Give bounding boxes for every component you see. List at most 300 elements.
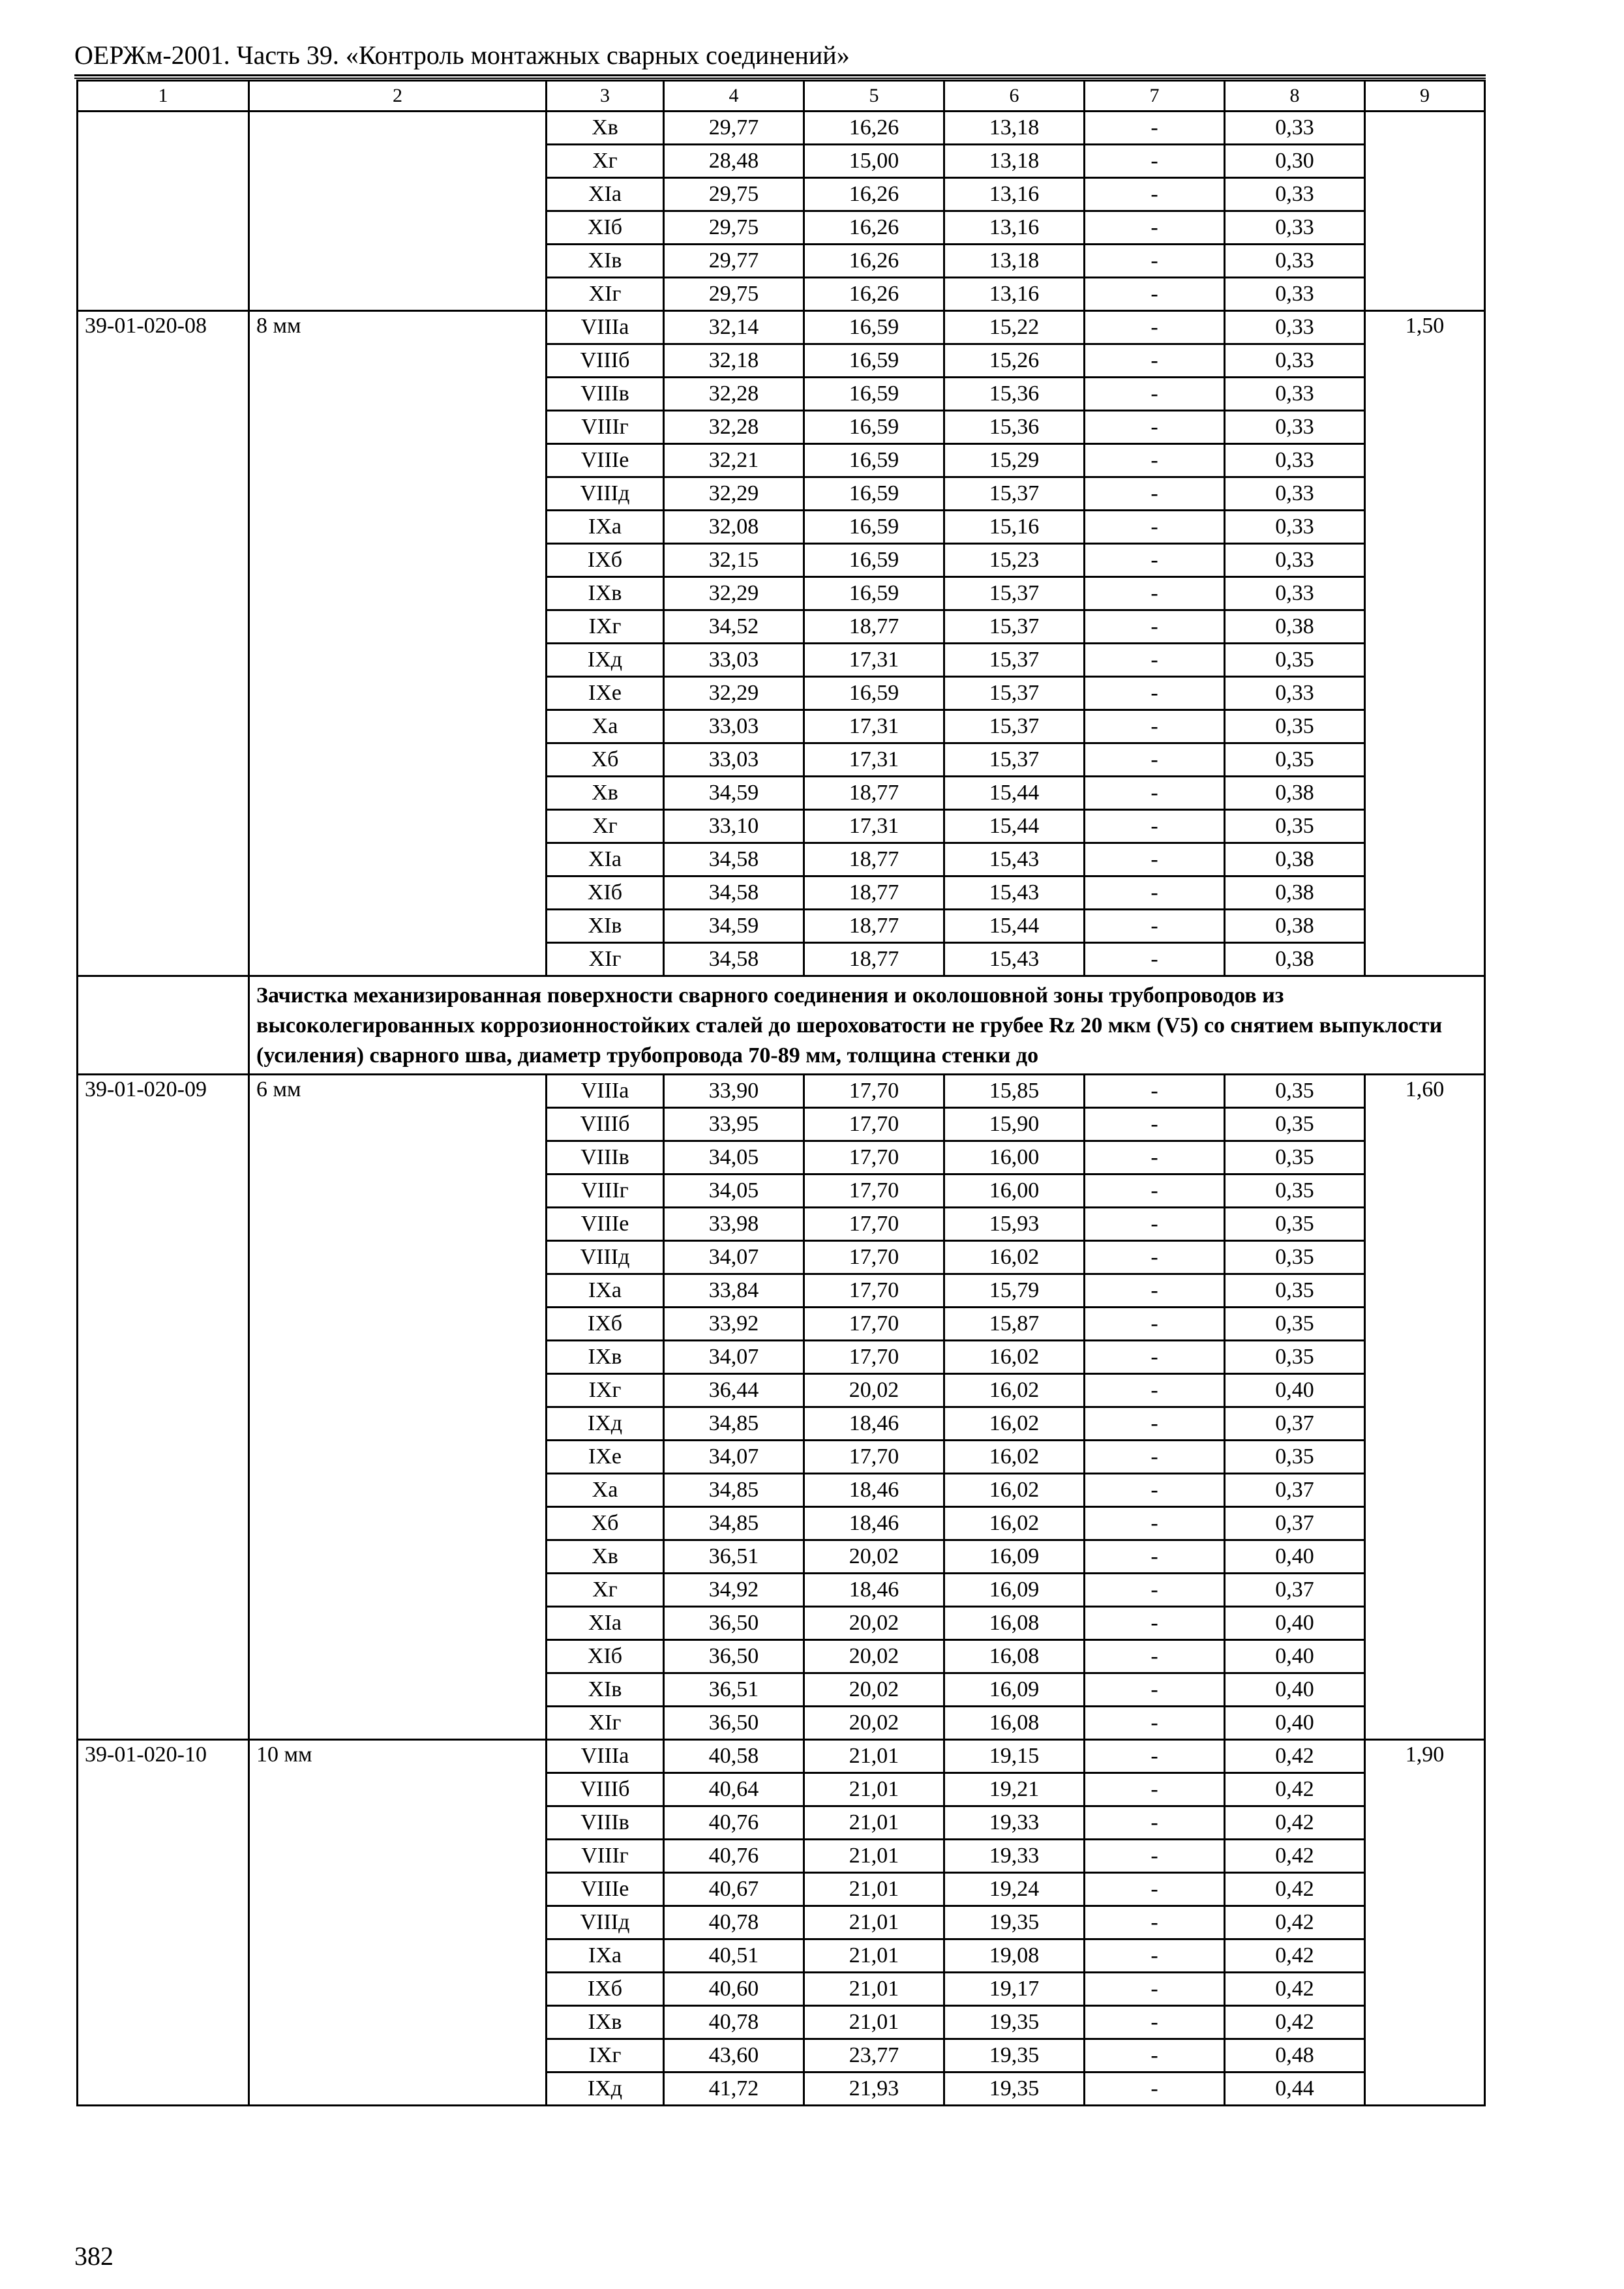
category-cell: Хв [547, 1540, 664, 1574]
total-cost-cell: 36,50 [664, 1607, 804, 1640]
labor-cell: 0,33 [1225, 544, 1365, 577]
materials-cell: - [1085, 677, 1225, 710]
labor-cell: 0,35 [1225, 1174, 1365, 1208]
wages-cell: 16,26 [804, 178, 944, 211]
category-cell: ХIг [547, 943, 664, 976]
machines-cell: 15,44 [944, 910, 1085, 943]
category-cell: VIIIб [547, 344, 664, 378]
total-cost-cell: 34,52 [664, 610, 804, 644]
materials-cell: - [1085, 1707, 1225, 1740]
labor-cell: 0,40 [1225, 1640, 1365, 1673]
column-number: 6 [944, 81, 1085, 112]
labor-cell: 0,40 [1225, 1540, 1365, 1574]
materials-cell: - [1085, 178, 1225, 211]
labor-cell: 0,33 [1225, 112, 1365, 145]
machines-cell: 15,79 [944, 1274, 1085, 1308]
total-cost-cell: 40,76 [664, 1806, 804, 1840]
wall-thickness-cell: 10 мм [249, 1740, 547, 2106]
total-cost-cell: 29,75 [664, 211, 804, 245]
total-cost-cell: 34,92 [664, 1574, 804, 1607]
materials-cell: - [1085, 1075, 1225, 1108]
labor-cell: 0,40 [1225, 1673, 1365, 1707]
wages-cell: 18,77 [804, 843, 944, 876]
column-number: 5 [804, 81, 944, 112]
wages-cell: 17,70 [804, 1141, 944, 1174]
category-cell: ХIа [547, 843, 664, 876]
category-cell: IХе [547, 1441, 664, 1474]
total-cost-cell: 34,07 [664, 1341, 804, 1374]
machines-cell: 16,08 [944, 1707, 1085, 1740]
category-cell: IХе [547, 677, 664, 710]
wages-cell: 21,01 [804, 1840, 944, 1873]
category-cell: IХв [547, 1341, 664, 1374]
machines-cell: 16,09 [944, 1673, 1085, 1707]
labor-cell: 0,37 [1225, 1474, 1365, 1507]
machines-cell: 15,23 [944, 544, 1085, 577]
total-cost-cell: 36,51 [664, 1673, 804, 1707]
category-cell: VIIIа [547, 1075, 664, 1108]
machines-cell: 15,87 [944, 1308, 1085, 1341]
total-cost-cell: 32,15 [664, 544, 804, 577]
wages-cell: 16,26 [804, 278, 944, 311]
machines-cell: 19,15 [944, 1740, 1085, 1773]
wages-cell: 17,70 [804, 1241, 944, 1274]
materials-cell: - [1085, 2039, 1225, 2072]
materials-cell: - [1085, 710, 1225, 743]
category-cell: IХв [547, 2006, 664, 2039]
machines-cell: 15,43 [944, 876, 1085, 910]
machines-cell: 15,29 [944, 444, 1085, 477]
category-cell: VIIIд [547, 477, 664, 511]
materials-cell: - [1085, 378, 1225, 411]
labor-cell: 0,40 [1225, 1607, 1365, 1640]
total-cost-cell: 32,29 [664, 677, 804, 710]
wages-cell: 21,01 [804, 1773, 944, 1806]
wages-cell: 16,59 [804, 444, 944, 477]
machines-cell: 13,16 [944, 211, 1085, 245]
category-cell: ХIб [547, 876, 664, 910]
machines-cell: 16,02 [944, 1407, 1085, 1441]
total-cost-cell: 34,85 [664, 1474, 804, 1507]
total-cost-cell: 33,84 [664, 1274, 804, 1308]
materials-cell: - [1085, 1806, 1225, 1840]
category-cell: VIIIг [547, 1840, 664, 1873]
wages-cell: 20,02 [804, 1673, 944, 1707]
total-cost-cell: 34,05 [664, 1141, 804, 1174]
wages-cell: 16,26 [804, 112, 944, 145]
total-cost-cell: 34,85 [664, 1407, 804, 1441]
materials-cell: - [1085, 1973, 1225, 2006]
materials-cell: - [1085, 810, 1225, 843]
category-cell: Хв [547, 112, 664, 145]
wall-thickness-cell: 8 мм [249, 311, 547, 976]
wages-cell: 15,00 [804, 145, 944, 178]
total-cost-cell: 32,28 [664, 411, 804, 444]
total-cost-cell: 33,03 [664, 644, 804, 677]
category-cell: IХб [547, 1973, 664, 2006]
labor-cell: 0,42 [1225, 1873, 1365, 1906]
labor-cell: 0,33 [1225, 378, 1365, 411]
total-cost-cell: 36,50 [664, 1707, 804, 1740]
labor-cell: 0,40 [1225, 1374, 1365, 1407]
labor-cell: 0,33 [1225, 411, 1365, 444]
machines-cell: 15,36 [944, 411, 1085, 444]
machines-cell: 16,09 [944, 1540, 1085, 1574]
category-cell: Хв [547, 777, 664, 810]
labor-cell: 0,42 [1225, 1806, 1365, 1840]
machines-cell: 15,37 [944, 610, 1085, 644]
category-cell: IХа [547, 511, 664, 544]
labor-cell: 0,40 [1225, 1707, 1365, 1740]
total-cost-cell: 29,75 [664, 278, 804, 311]
wages-cell: 20,02 [804, 1607, 944, 1640]
category-cell: VIIIд [547, 1241, 664, 1274]
machines-cell: 19,35 [944, 1906, 1085, 1939]
wages-cell: 20,02 [804, 1540, 944, 1574]
materials-cell: - [1085, 1740, 1225, 1773]
machines-cell: 15,44 [944, 777, 1085, 810]
category-cell: VIIIа [547, 1740, 664, 1773]
materials-cell: - [1085, 2006, 1225, 2039]
materials-cell: - [1085, 1308, 1225, 1341]
total-cost-cell: 34,05 [664, 1174, 804, 1208]
wages-cell: 18,77 [804, 943, 944, 976]
category-cell: VIIIд [547, 1906, 664, 1939]
wages-cell: 17,70 [804, 1341, 944, 1374]
table-row [78, 1075, 1485, 1108]
wages-cell: 16,59 [804, 544, 944, 577]
labor-cell: 0,38 [1225, 943, 1365, 976]
machines-cell: 16,02 [944, 1474, 1085, 1507]
wages-cell: 16,59 [804, 511, 944, 544]
materials-cell: - [1085, 876, 1225, 910]
labor-cell: 0,35 [1225, 1441, 1365, 1474]
wages-cell: 17,70 [804, 1108, 944, 1141]
rates-table [76, 80, 1486, 2106]
section-heading: Зачистка механизированная поверхности сварного соединения и околошовной зоны трубопроводов из высоколегированных коррозионностойких сталей до шероховатости не грубее Rz 20 мкм (V5) со снятием выпуклости (усиления) сварного шва, диаметр трубопровода 70-89 мм, толщина стенки до [249, 976, 1485, 1075]
labor-cell: 0,37 [1225, 1507, 1365, 1540]
machines-cell: 19,08 [944, 1939, 1085, 1973]
total-cost-cell: 32,29 [664, 577, 804, 610]
total-cost-cell: 36,50 [664, 1640, 804, 1673]
total-cost-cell: 32,28 [664, 378, 804, 411]
category-cell: VIIIе [547, 1208, 664, 1241]
wages-cell: 17,31 [804, 743, 944, 777]
rate-code-cell: 39-01-020-09 [78, 1075, 249, 1740]
category-cell: ХIб [547, 211, 664, 245]
category-cell: ХIа [547, 1607, 664, 1640]
category-cell: VIIIе [547, 444, 664, 477]
materials-cell: - [1085, 1939, 1225, 1973]
labor-cell: 0,33 [1225, 511, 1365, 544]
col9-value-cell: 1,60 [1365, 1075, 1485, 1740]
materials-cell: - [1085, 477, 1225, 511]
machines-cell: 15,37 [944, 644, 1085, 677]
total-cost-cell: 40,51 [664, 1939, 804, 1973]
labor-cell: 0,42 [1225, 1740, 1365, 1773]
labor-cell: 0,33 [1225, 245, 1365, 278]
total-cost-cell: 34,58 [664, 843, 804, 876]
machines-cell: 19,35 [944, 2006, 1085, 2039]
labor-cell: 0,38 [1225, 876, 1365, 910]
materials-cell: - [1085, 1407, 1225, 1441]
machines-cell: 16,08 [944, 1607, 1085, 1640]
wages-cell: 17,31 [804, 810, 944, 843]
wages-cell: 20,02 [804, 1374, 944, 1407]
materials-cell: - [1085, 1441, 1225, 1474]
machines-cell: 15,36 [944, 378, 1085, 411]
labor-cell: 0,33 [1225, 178, 1365, 211]
wages-cell: 21,01 [804, 1806, 944, 1840]
total-cost-cell: 36,44 [664, 1374, 804, 1407]
wages-cell: 23,77 [804, 2039, 944, 2072]
total-cost-cell: 33,03 [664, 743, 804, 777]
total-cost-cell: 32,14 [664, 311, 804, 344]
labor-cell: 0,35 [1225, 644, 1365, 677]
materials-cell: - [1085, 843, 1225, 876]
rate-code-cell: 39-01-020-08 [78, 311, 249, 976]
total-cost-cell: 29,77 [664, 112, 804, 145]
materials-cell: - [1085, 1840, 1225, 1873]
materials-cell: - [1085, 910, 1225, 943]
total-cost-cell: 34,59 [664, 777, 804, 810]
materials-cell: - [1085, 311, 1225, 344]
materials-cell: - [1085, 145, 1225, 178]
category-cell: ХIг [547, 1707, 664, 1740]
total-cost-cell: 33,90 [664, 1075, 804, 1108]
wages-cell: 18,77 [804, 876, 944, 910]
materials-cell: - [1085, 1540, 1225, 1574]
labor-cell: 0,33 [1225, 477, 1365, 511]
wages-cell: 21,93 [804, 2072, 944, 2106]
column-number: 1 [78, 81, 249, 112]
materials-cell: - [1085, 1341, 1225, 1374]
machines-cell: 15,85 [944, 1075, 1085, 1108]
machines-cell: 15,26 [944, 344, 1085, 378]
page-number: 382 [74, 2241, 113, 2271]
wages-cell: 16,59 [804, 344, 944, 378]
total-cost-cell: 40,64 [664, 1773, 804, 1806]
materials-cell: - [1085, 112, 1225, 145]
category-cell: IХг [547, 2039, 664, 2072]
wages-cell: 18,46 [804, 1574, 944, 1607]
machines-cell: 16,09 [944, 1574, 1085, 1607]
category-cell: IХв [547, 577, 664, 610]
machines-cell: 15,22 [944, 311, 1085, 344]
total-cost-cell: 41,72 [664, 2072, 804, 2106]
total-cost-cell: 34,59 [664, 910, 804, 943]
category-cell: IХб [547, 544, 664, 577]
machines-cell: 16,08 [944, 1640, 1085, 1673]
labor-cell: 0,35 [1225, 1241, 1365, 1274]
total-cost-cell: 29,77 [664, 245, 804, 278]
machines-cell: 16,00 [944, 1141, 1085, 1174]
materials-cell: - [1085, 1906, 1225, 1939]
materials-cell: - [1085, 1507, 1225, 1540]
labor-cell: 0,30 [1225, 145, 1365, 178]
category-cell: IХа [547, 1274, 664, 1308]
machines-cell: 15,37 [944, 743, 1085, 777]
machines-cell: 19,35 [944, 2072, 1085, 2106]
materials-cell: - [1085, 610, 1225, 644]
machines-cell: 19,33 [944, 1806, 1085, 1840]
column-number: 9 [1365, 81, 1485, 112]
wages-cell: 17,70 [804, 1174, 944, 1208]
wages-cell: 18,46 [804, 1507, 944, 1540]
materials-cell: - [1085, 577, 1225, 610]
category-cell: VIIIа [547, 311, 664, 344]
machines-cell: 13,16 [944, 278, 1085, 311]
wages-cell: 16,59 [804, 311, 944, 344]
materials-cell: - [1085, 943, 1225, 976]
wages-cell: 18,77 [804, 777, 944, 810]
wages-cell: 17,70 [804, 1308, 944, 1341]
category-cell: IХд [547, 1407, 664, 1441]
materials-cell: - [1085, 544, 1225, 577]
materials-cell: - [1085, 211, 1225, 245]
labor-cell: 0,42 [1225, 1906, 1365, 1939]
category-cell: IХб [547, 1308, 664, 1341]
labor-cell: 0,42 [1225, 2006, 1365, 2039]
wages-cell: 16,26 [804, 211, 944, 245]
materials-cell: - [1085, 1607, 1225, 1640]
total-cost-cell: 40,60 [664, 1973, 804, 2006]
total-cost-cell: 36,51 [664, 1540, 804, 1574]
labor-cell: 0,35 [1225, 743, 1365, 777]
wages-cell: 21,01 [804, 2006, 944, 2039]
wages-cell: 16,59 [804, 677, 944, 710]
materials-cell: - [1085, 1274, 1225, 1308]
total-cost-cell: 28,48 [664, 145, 804, 178]
labor-cell: 0,42 [1225, 1773, 1365, 1806]
labor-cell: 0,33 [1225, 444, 1365, 477]
machines-cell: 15,37 [944, 577, 1085, 610]
category-cell: IХд [547, 2072, 664, 2106]
machines-cell: 19,24 [944, 1873, 1085, 1906]
materials-cell: - [1085, 1374, 1225, 1407]
machines-cell: 13,18 [944, 145, 1085, 178]
total-cost-cell: 33,92 [664, 1308, 804, 1341]
table-row [78, 1740, 1485, 1773]
machines-cell: 15,37 [944, 477, 1085, 511]
machines-cell: 19,21 [944, 1773, 1085, 1806]
labor-cell: 0,35 [1225, 1308, 1365, 1341]
materials-cell: - [1085, 1574, 1225, 1607]
total-cost-cell: 33,95 [664, 1108, 804, 1141]
labor-cell: 0,35 [1225, 1274, 1365, 1308]
total-cost-cell: 32,29 [664, 477, 804, 511]
materials-cell: - [1085, 1108, 1225, 1141]
machines-cell: 15,37 [944, 677, 1085, 710]
labor-cell: 0,38 [1225, 910, 1365, 943]
materials-cell: - [1085, 444, 1225, 477]
machines-cell: 16,00 [944, 1174, 1085, 1208]
machines-cell: 15,37 [944, 710, 1085, 743]
labor-cell: 0,35 [1225, 1141, 1365, 1174]
col9-value-cell: 1,50 [1365, 311, 1485, 976]
wages-cell: 21,01 [804, 1939, 944, 1973]
labor-cell: 0,33 [1225, 278, 1365, 311]
wages-cell: 17,70 [804, 1441, 944, 1474]
machines-cell: 15,16 [944, 511, 1085, 544]
wages-cell: 18,46 [804, 1474, 944, 1507]
materials-cell: - [1085, 245, 1225, 278]
wages-cell: 17,31 [804, 644, 944, 677]
materials-cell: - [1085, 1773, 1225, 1806]
header-rule-thin [74, 78, 1486, 79]
machines-cell: 13,16 [944, 178, 1085, 211]
materials-cell: - [1085, 644, 1225, 677]
wages-cell: 21,01 [804, 1906, 944, 1939]
category-cell: VIIIе [547, 1873, 664, 1906]
category-cell: Ха [547, 710, 664, 743]
category-cell: IХд [547, 644, 664, 677]
total-cost-cell: 40,78 [664, 2006, 804, 2039]
page-header-title: ОЕРЖм-2001. Часть 39. «Контроль монтажных сварных соединений» [74, 40, 850, 70]
machines-cell: 19,17 [944, 1973, 1085, 2006]
labor-cell: 0,33 [1225, 211, 1365, 245]
category-cell: Хб [547, 743, 664, 777]
labor-cell: 0,33 [1225, 577, 1365, 610]
labor-cell: 0,38 [1225, 843, 1365, 876]
materials-cell: - [1085, 2072, 1225, 2106]
wages-cell: 17,70 [804, 1274, 944, 1308]
category-cell: ХIг [547, 278, 664, 311]
total-cost-cell: 32,18 [664, 344, 804, 378]
category-cell: IХг [547, 1374, 664, 1407]
materials-cell: - [1085, 1141, 1225, 1174]
wages-cell: 20,02 [804, 1640, 944, 1673]
total-cost-cell: 33,98 [664, 1208, 804, 1241]
labor-cell: 0,35 [1225, 710, 1365, 743]
wages-cell: 16,26 [804, 245, 944, 278]
category-cell: VIIIв [547, 378, 664, 411]
category-cell: Хб [547, 1507, 664, 1540]
table-row [78, 112, 1485, 145]
labor-cell: 0,35 [1225, 1208, 1365, 1241]
wages-cell: 17,70 [804, 1075, 944, 1108]
total-cost-cell: 40,76 [664, 1840, 804, 1873]
materials-cell: - [1085, 1673, 1225, 1707]
machines-cell: 16,02 [944, 1507, 1085, 1540]
materials-cell: - [1085, 1241, 1225, 1274]
wages-cell: 17,70 [804, 1208, 944, 1241]
materials-cell: - [1085, 411, 1225, 444]
category-cell: VIIIг [547, 411, 664, 444]
machines-cell: 15,93 [944, 1208, 1085, 1241]
machines-cell: 15,44 [944, 810, 1085, 843]
labor-cell: 0,38 [1225, 610, 1365, 644]
column-number: 7 [1085, 81, 1225, 112]
machines-cell: 13,18 [944, 112, 1085, 145]
section-heading-row [78, 976, 1485, 1075]
materials-cell: - [1085, 511, 1225, 544]
machines-cell: 16,02 [944, 1341, 1085, 1374]
wages-cell: 16,59 [804, 378, 944, 411]
total-cost-cell: 40,58 [664, 1740, 804, 1773]
labor-cell: 0,35 [1225, 810, 1365, 843]
total-cost-cell: 33,10 [664, 810, 804, 843]
total-cost-cell: 32,21 [664, 444, 804, 477]
total-cost-cell: 32,08 [664, 511, 804, 544]
wages-cell: 16,59 [804, 577, 944, 610]
materials-cell: - [1085, 1640, 1225, 1673]
total-cost-cell: 34,85 [664, 1507, 804, 1540]
header-rule [74, 74, 1486, 76]
category-cell: Ха [547, 1474, 664, 1507]
wall-thickness-cell [249, 112, 547, 311]
total-cost-cell: 40,67 [664, 1873, 804, 1906]
